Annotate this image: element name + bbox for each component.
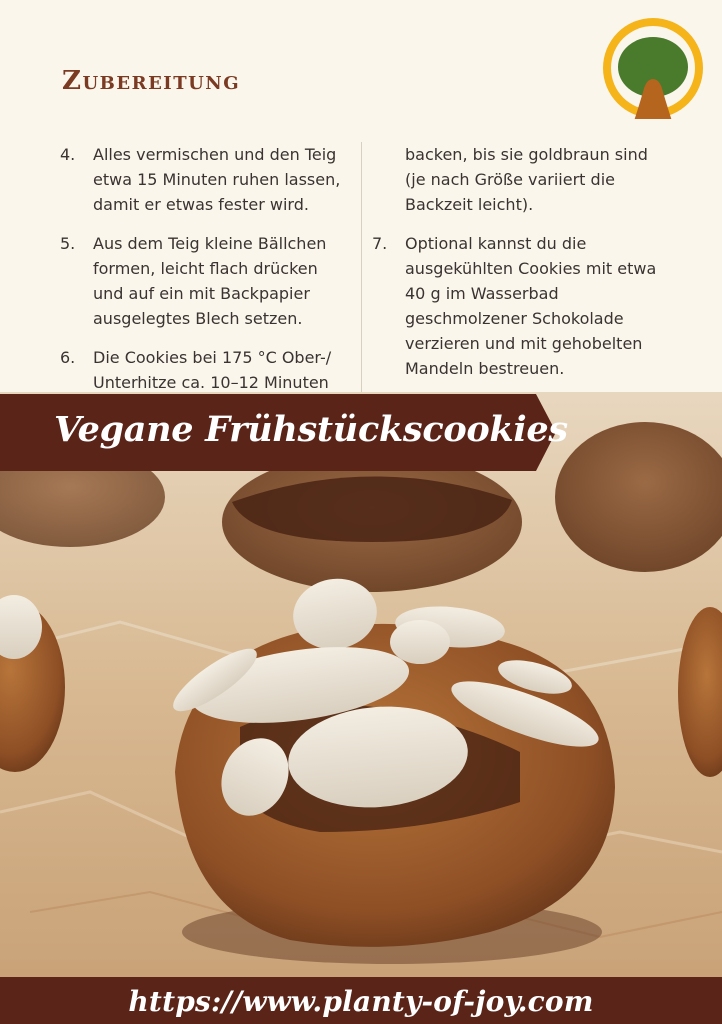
steps-left-column: [60, 142, 350, 409]
step-5: [60, 231, 350, 331]
step-text: Aus dem Teig kleine Bällchen formen, leicht flach drücken und auf ein mit Backpapier ausgelegtes Blech setzen.: [93, 234, 327, 328]
planty-of-joy-logo-icon: [602, 17, 704, 119]
section-heading: Zubereitung: [62, 66, 241, 96]
step-6-continued: backen, bis sie goldbraun sind (je nach Größe variiert die Backzeit leicht).: [405, 145, 648, 214]
step-text: Die Cookies bei 175 °C Ober-/ Unterhitze ca. 10–12 Minuten: [93, 348, 332, 392]
step-text: Alles vermischen und den Teig etwa 15 Minuten ruhen lassen, damit er etwas fester wird.: [93, 145, 341, 214]
step-number: 6.: [60, 348, 76, 367]
step-number: 7.: [372, 234, 388, 253]
step-number: 5.: [60, 234, 76, 253]
footer-bar: [0, 977, 722, 1024]
step-4: [60, 142, 350, 217]
cookies-photo: [0, 392, 722, 977]
step-7: [372, 231, 672, 381]
title-banner: [0, 394, 568, 471]
website-link[interactable]: https://www.planty-of-joy.com: [128, 985, 594, 1018]
recipe-title: Vegane Frühstückscookies: [54, 409, 568, 450]
step-number: 4.: [60, 145, 76, 164]
step-text: Optional kannst du die ausgekühlten Cookies mit etwa 40 g im Wasserbad geschmolzener Schokolade verzieren und mit gehobelten Mandeln bestreuen.: [405, 234, 657, 378]
step-6: [60, 345, 350, 395]
steps-right-column: [372, 142, 672, 395]
column-divider: [361, 142, 362, 392]
